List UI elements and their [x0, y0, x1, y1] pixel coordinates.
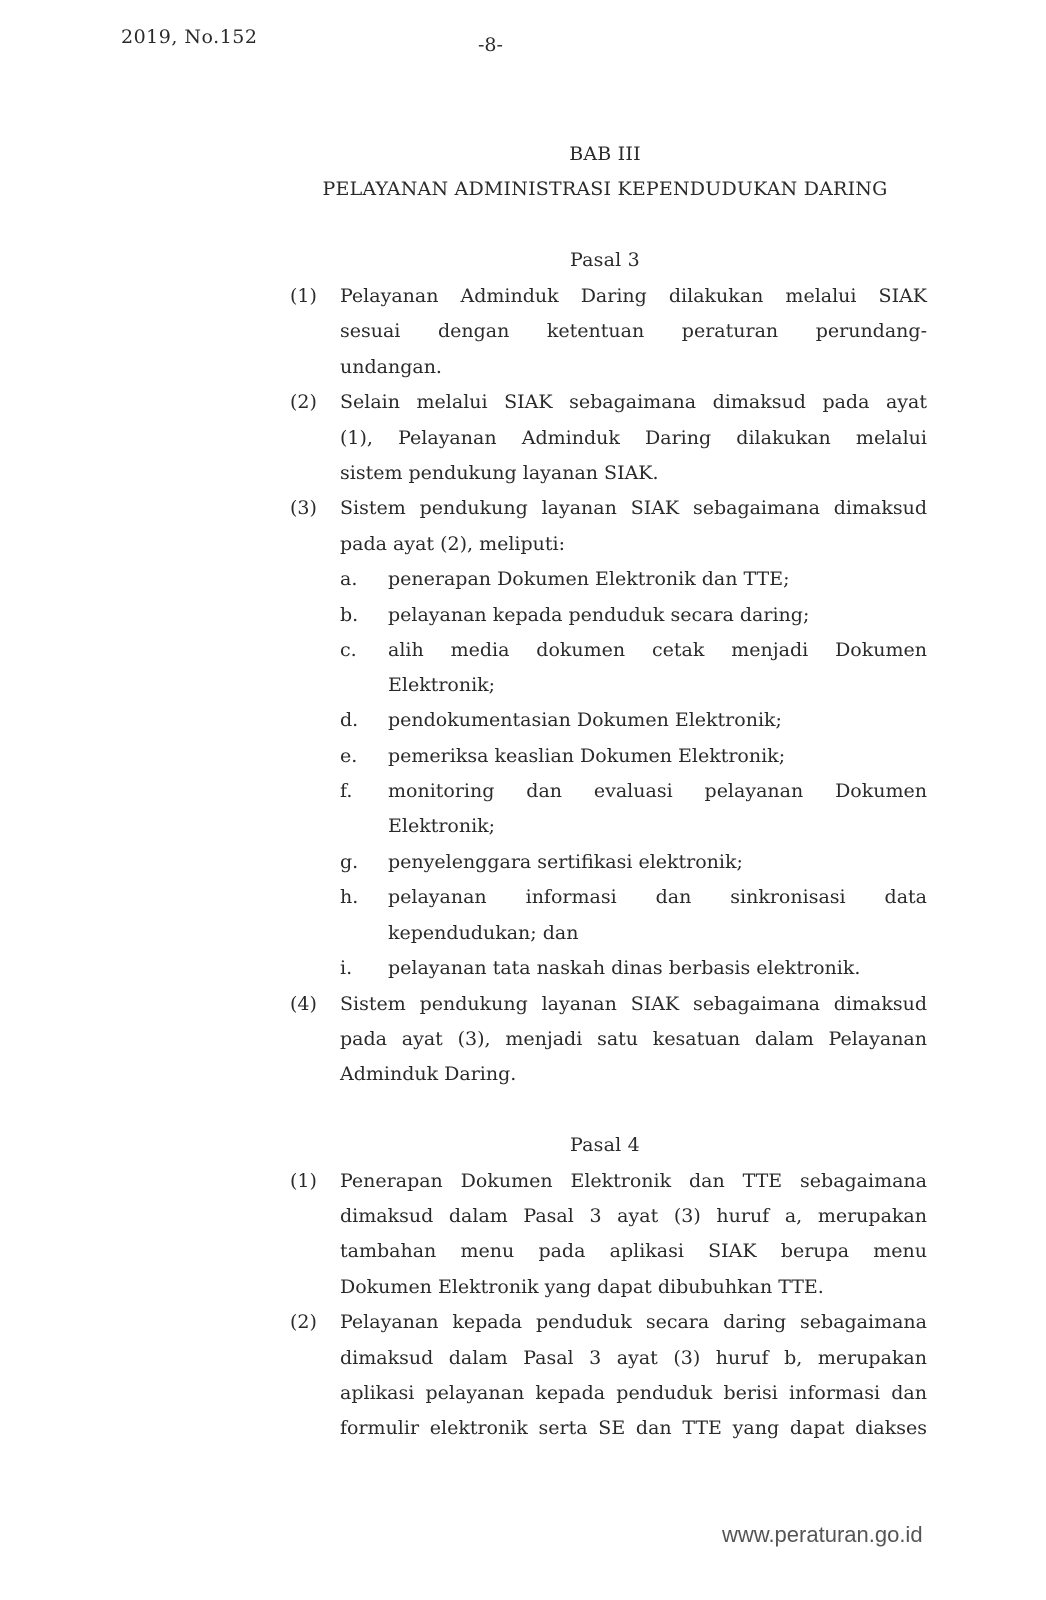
- pasal-4-ayat-1-line: Dokumen Elektronik yang dapat dibubuhkan TTE.: [340, 1276, 824, 1298]
- pasal-4-ayat-2-line: aplikasi pelayanan kepada penduduk berisi informasi dan: [340, 1382, 927, 1404]
- chapter-number: BAB III: [569, 143, 641, 165]
- list-item-text: alih media dokumen cetak menjadi Dokumen: [388, 639, 927, 661]
- pasal-3-title: Pasal 3: [570, 249, 640, 271]
- pasal-3-ayat-2-line: (1), Pelayanan Adminduk Daring dilakukan melalui: [340, 427, 927, 449]
- list-item-text: pemeriksa keaslian Dokumen Elektronik;: [388, 745, 786, 767]
- pasal-3-ayat-4-number: (4): [290, 993, 317, 1015]
- pasal-3-ayat-2-line: Selain melalui SIAK sebagaimana dimaksud pada ayat: [340, 391, 927, 413]
- pasal-3-ayat-4-line: Adminduk Daring.: [340, 1063, 517, 1085]
- pasal-4-ayat-1-line: tambahan menu pada aplikasi SIAK berupa menu: [340, 1240, 927, 1262]
- pasal-3-ayat-1-line: sesuai dengan ketentuan peraturan perundang-: [340, 320, 927, 342]
- pasal-3-ayat-1-number: (1): [290, 285, 317, 307]
- pasal-4-ayat-2-line: formulir elektronik serta SE dan TTE yang dapat diakses: [340, 1417, 927, 1439]
- pasal-4-ayat-1-line: Penerapan Dokumen Elektronik dan TTE sebagaimana: [340, 1170, 927, 1192]
- pasal-4-ayat-2-line: dimaksud dalam Pasal 3 ayat (3) huruf b, merupakan: [340, 1347, 927, 1369]
- list-letter: f.: [340, 780, 353, 802]
- list-letter: a.: [340, 568, 358, 590]
- pasal-4-ayat-2-line: Pelayanan kepada penduduk secara daring sebagaimana: [340, 1311, 927, 1333]
- list-item-text: penyelenggara sertifikasi elektronik;: [388, 851, 743, 873]
- pasal-3-ayat-3-line: Sistem pendukung layanan SIAK sebagaimana dimaksud: [340, 497, 927, 519]
- list-letter: d.: [340, 709, 359, 731]
- pasal-3-ayat-4-line: pada ayat (3), menjadi satu kesatuan dalam Pelayanan: [340, 1028, 927, 1050]
- document-number: 2019, No.152: [121, 26, 258, 48]
- pasal-4-ayat-1-line: dimaksud dalam Pasal 3 ayat (3) huruf a, merupakan: [340, 1205, 927, 1227]
- pasal-3-ayat-3-number: (3): [290, 497, 317, 519]
- pasal-3-ayat-2-line: sistem pendukung layanan SIAK.: [340, 462, 659, 484]
- pasal-4-title: Pasal 4: [570, 1134, 640, 1156]
- list-letter: g.: [340, 851, 359, 873]
- list-letter: b.: [340, 604, 359, 626]
- pasal-3-ayat-3-line: pada ayat (2), meliputi:: [340, 533, 566, 555]
- list-letter: c.: [340, 639, 357, 661]
- pasal-3-ayat-1-line: Pelayanan Adminduk Daring dilakukan melalui SIAK: [340, 285, 927, 307]
- pasal-3-ayat-1-line: undangan.: [340, 356, 442, 378]
- list-letter: h.: [340, 886, 359, 908]
- list-item-text: Elektronik;: [388, 674, 496, 696]
- list-letter: i.: [340, 957, 353, 979]
- pasal-4-ayat-2-number: (2): [290, 1311, 317, 1333]
- footer-website-url: www.peraturan.go.id: [722, 1522, 923, 1547]
- pasal-3-ayat-4-line: Sistem pendukung layanan SIAK sebagaimana dimaksud: [340, 993, 927, 1015]
- list-item-text: pelayanan tata naskah dinas berbasis elektronik.: [388, 957, 861, 979]
- list-item-text: pelayanan informasi dan sinkronisasi data: [388, 886, 927, 908]
- list-item-text: penerapan Dokumen Elektronik dan TTE;: [388, 568, 790, 590]
- list-item-text: Elektronik;: [388, 815, 496, 837]
- pasal-4-ayat-1-number: (1): [290, 1170, 317, 1192]
- page-number: -8-: [478, 34, 503, 56]
- list-item-text: kependudukan; dan: [388, 922, 579, 944]
- list-letter: e.: [340, 745, 358, 767]
- list-item-text: pendokumentasian Dokumen Elektronik;: [388, 709, 782, 731]
- chapter-title: PELAYANAN ADMINISTRASI KEPENDUDUKAN DARING: [322, 178, 888, 200]
- list-item-text: pelayanan kepada penduduk secara daring;: [388, 604, 810, 626]
- pasal-3-ayat-2-number: (2): [290, 391, 317, 413]
- list-item-text: monitoring dan evaluasi pelayanan Dokumen: [388, 780, 927, 802]
